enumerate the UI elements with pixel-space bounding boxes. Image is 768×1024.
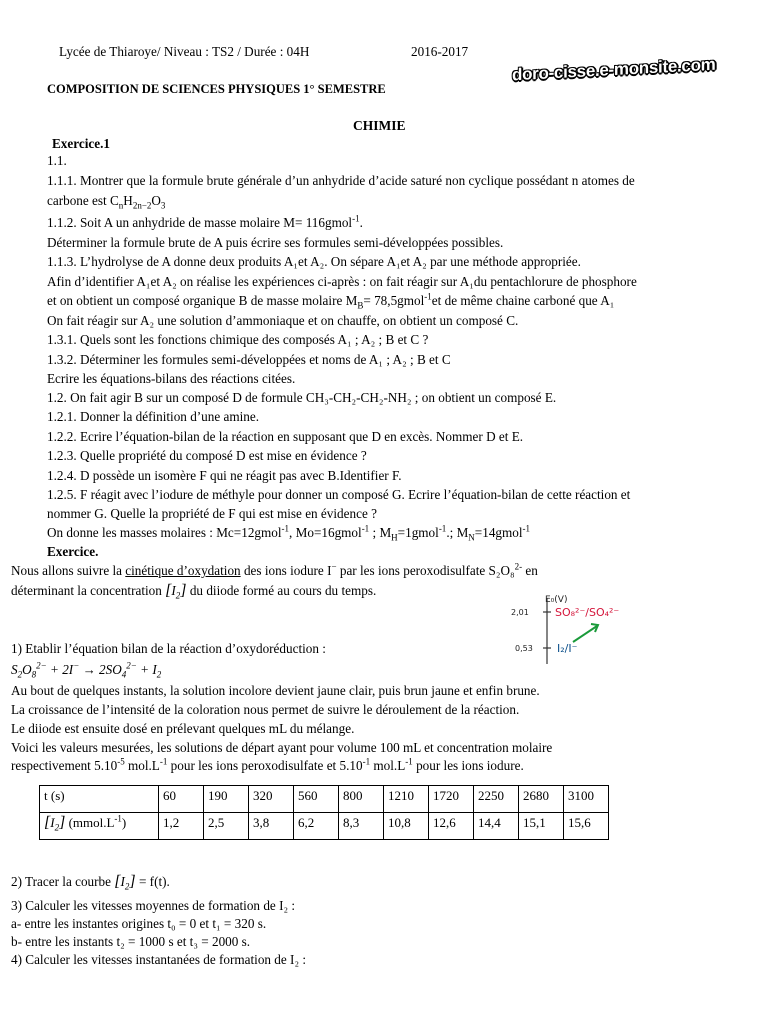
school-line: Lycée de Thiaroye/ Niveau : TS2 / Durée : 04H <box>59 44 310 59</box>
ex1-line-12: Ecrire les équations-bilans des réactions citées. <box>47 371 296 386</box>
table-cell: 1720 <box>429 786 474 813</box>
sketch-couple-2: I₂/I⁻ <box>557 642 578 655</box>
conc-c: pour les ions peroxodisulfate et 5.10 <box>167 758 363 773</box>
curve-symbol: $[I_2]$ <box>114 873 136 892</box>
ex2-intro-line-2 <box>11 581 376 600</box>
ex1-line-9: On fait réagir sur A₂ une solution d’ammoniaque et on chauffe, on obtient un composé C. <box>47 313 519 328</box>
question-2 <box>11 872 170 891</box>
exercise-2-heading: Exercice. <box>47 544 99 559</box>
ex2-para-3: Le diiode est ensuite dosé en prélevant quelques mL du mélange. <box>11 721 355 736</box>
table-row <box>40 813 609 840</box>
site-watermark: doro-cisse.e-monsite.com <box>512 54 716 85</box>
question-1: 1) Etablir l’équation bilan de la réaction d’oxydoréduction : <box>11 641 326 656</box>
table-cell: 800 <box>339 786 384 813</box>
molar-mass-h: =1gmol <box>397 525 439 540</box>
table-cell: 320 <box>249 786 294 813</box>
sketch-arrow <box>573 626 597 642</box>
ex1-line-5: Déterminer la formule brute de A puis écrire ses formules semi-développées possibles. <box>47 235 504 250</box>
molar-mass-h-label: ; M <box>369 525 392 540</box>
question-4: 4) Calculer les vitesses instantanées de formation de I₂ : <box>11 952 306 967</box>
ex1-line-7: Afin d’identifier A₁et A₂ on réalise les expériences ci-après : on fait réagir sur A₁du pentachlorure de phosphore <box>47 274 637 289</box>
table-row <box>40 786 609 813</box>
anhydride-formula: $C_nH_{2n-2}O_3$ <box>109 193 166 211</box>
ex2-para-1: Au bout de quelques instants, la solution incolore devient jaune clair, puis brun jaune et enfin brune. <box>11 683 540 698</box>
conc-d: mol.L <box>370 758 406 773</box>
school-year: 2016-2017 <box>411 44 469 59</box>
ex1-line-4-text: 1.1.2. Soit A un anhydride de masse molaire M= 116gmol <box>47 215 353 230</box>
sketch-y-label: E₀(V) <box>545 595 568 605</box>
ex1-line-8-a: et on obtient un composé organique B de masse molaire M <box>47 293 358 308</box>
question-3a: a- entre les instantes origines t₀ = 0 et t₁ = 320 s. <box>11 916 267 931</box>
sketch-value-low: 0,53 <box>515 644 533 653</box>
question-2-b: = f(t). <box>135 874 170 889</box>
conc-e: pour les ions iodure. <box>412 758 524 773</box>
ex1-line-18: 1.2.5. F réagit avec l’iodure de méthyle pour donner un composé G. Ecrire l’équation-bilan de cette réaction et <box>47 487 631 502</box>
concentration-symbol: $[I_2]$ <box>165 582 187 601</box>
table-cell: 2680 <box>519 786 564 813</box>
ex1-line-3-text: carbone est <box>47 193 110 208</box>
ex1-line-2: 1.1.1. Montrer que la formule brute générale d’un anhydride d’acide saturé non cyclique possédant n atomes de <box>47 173 635 188</box>
ex2-intro-line-1: Nous allons suivre la cinétique d’oxydation des ions iodure I− par les ions peroxodisulfate S₂O₈$^{2-}$ en <box>11 561 538 578</box>
section-title: CHIMIE <box>353 118 406 133</box>
table-cell: 6,2 <box>294 813 339 840</box>
table-cell: 2250 <box>474 786 519 813</box>
ex1-line-15: 1.2.2. Ecrire l’équation-bilan de la réaction en supposant que D en excès. Nommer D et E. <box>47 429 524 444</box>
ex1-line-13: 1.2. On fait agir B sur un composé D de formule CH₃-CH₂-CH₂-NH₂ ; on obtient un composé E. <box>47 390 557 405</box>
ex2-para-5: respectivement $5.10^{-5}$ $mol.L^{-1}$ pour les ions peroxodisulfate et $5.10^{-1}$ $mol.L^{-1}$ pour les ions iodure. <box>11 756 524 773</box>
ex1-line-3 <box>47 191 165 210</box>
table-cell: 10,8 <box>384 813 429 840</box>
table-cell: 560 <box>294 786 339 813</box>
conc-b: mol.L <box>124 758 160 773</box>
table-header-concentration: $[I_2]$ $(mmol.L^{-1})$ <box>40 813 159 840</box>
table-header-time: t (s) <box>40 786 159 813</box>
ex1-line-4-end: . <box>359 215 363 230</box>
table-cell: 15,6 <box>564 813 609 840</box>
sketch-couple-1: SO₈²⁻/SO₄²⁻ <box>555 606 620 619</box>
ex1-line-20: On donne les masses molaires : Mc=12gmol$^{-1}$, Mo=16gmol$^{-1}$ ; $M_H=1gmol^{-1}$.; $M_N=14gmol^{-1}$ <box>47 523 531 543</box>
ex1-line-17: 1.2.4. D possède un isomère F qui ne réagit pas avec B.Identifier F. <box>47 468 402 483</box>
conc-a: respectivement 5.10 <box>11 758 118 773</box>
ex1-line-8-b: = 78,5gmol <box>363 293 425 308</box>
ex2-intro-g: du diiode formé au cours du temps. <box>186 583 377 598</box>
ex1-line-1: 1.1. <box>47 153 67 168</box>
molar-mass-c: On donne les masses molaires : Mc=12gmol <box>47 525 282 540</box>
redox-potential-sketch <box>505 590 655 665</box>
question-2-a: 2) Tracer la courbe <box>11 874 115 889</box>
ex2-intro-a: Nous allons suivre la <box>11 563 126 578</box>
molar-mass-o: , Mo=16gmol <box>289 525 362 540</box>
ex2-para-4: Voici les valeurs mesurées, les solutions de départ ayant pour volume 100 mL et concentration molaire <box>11 740 553 755</box>
kinetics-term: cinétique d’oxydation <box>125 563 241 578</box>
ex2-intro-e: en <box>522 563 538 578</box>
ex1-line-10: 1.3.1. Quels sont les fonctions chimique des composés A₁ ; A₂ ; B et C ? <box>47 332 429 347</box>
ex2-intro-d: par les ions peroxodisulfate S₂O₈ <box>336 563 515 578</box>
molar-mass-n: =14gmol <box>474 525 523 540</box>
redox-equation: $S_2O_8^{2-} + 2I^- \to 2SO_4^{2-} + I_2$ <box>11 660 162 680</box>
exercise-1-heading: Exercice.1 <box>52 136 110 151</box>
table-cell: 3,8 <box>249 813 294 840</box>
ex2-para-2: La croissance de l’intensité de la coloration nous permet de suivre le déroulement de la réaction. <box>11 702 520 717</box>
table-cell: 1210 <box>384 786 429 813</box>
page-title: COMPOSITION DE SCIENCES PHYSIQUES 1° SEMESTRE <box>47 82 386 96</box>
ex1-line-6: 1.1.3. L’hydrolyse de A donne deux produits A₁et A₂. On sépare A₁et A₂ par une méthode appropriée. <box>47 254 581 269</box>
molar-mass-n-label: .; M <box>446 525 469 540</box>
sketch-value-high: 2,01 <box>511 608 529 617</box>
ex1-line-8-c: et de même chaine carboné que A₁ <box>431 293 615 308</box>
ex1-line-19: nommer G. Quelle la propriété de F qui est mise en évidence ? <box>47 506 377 521</box>
table-cell: 1,2 <box>159 813 204 840</box>
ex2-intro-c: des ions iodure I <box>240 563 332 578</box>
ex1-line-11: 1.3.2. Déterminer les formules semi-développées et noms de A₁ ; A₂ ; B et C <box>47 352 451 367</box>
table-cell: 2,5 <box>204 813 249 840</box>
table-unit: (mmol.L <box>65 815 115 830</box>
table-cell: 60 <box>159 786 204 813</box>
ex1-line-8: et on obtient un composé organique B de masse molaire $M_B=$ 78,5gmol$^{-1}$et de même chaine carboné que A₁ <box>47 291 615 311</box>
table-cell: 15,1 <box>519 813 564 840</box>
table-cell: 190 <box>204 786 249 813</box>
measurements-table <box>39 785 609 840</box>
question-3b: b- entre les instants t₂ = 1000 s et t₃ = 2000 s. <box>11 934 251 949</box>
table-cell: 8,3 <box>339 813 384 840</box>
table-cell: 12,6 <box>429 813 474 840</box>
ex1-line-14: 1.2.1. Donner la définition d’une amine. <box>47 409 260 424</box>
ex1-line-16: 1.2.3. Quelle propriété du composé D est mise en évidence ? <box>47 448 367 463</box>
ex2-intro-f: déterminant la concentration <box>11 583 166 598</box>
question-3: 3) Calculer les vitesses moyennes de formation de I₂ : <box>11 898 296 913</box>
table-cell: 14,4 <box>474 813 519 840</box>
table-cell: 3100 <box>564 786 609 813</box>
ex1-line-4: 1.1.2. Soit A un anhydride de masse molaire M= 116gmol$^{-1}$. <box>47 213 363 230</box>
